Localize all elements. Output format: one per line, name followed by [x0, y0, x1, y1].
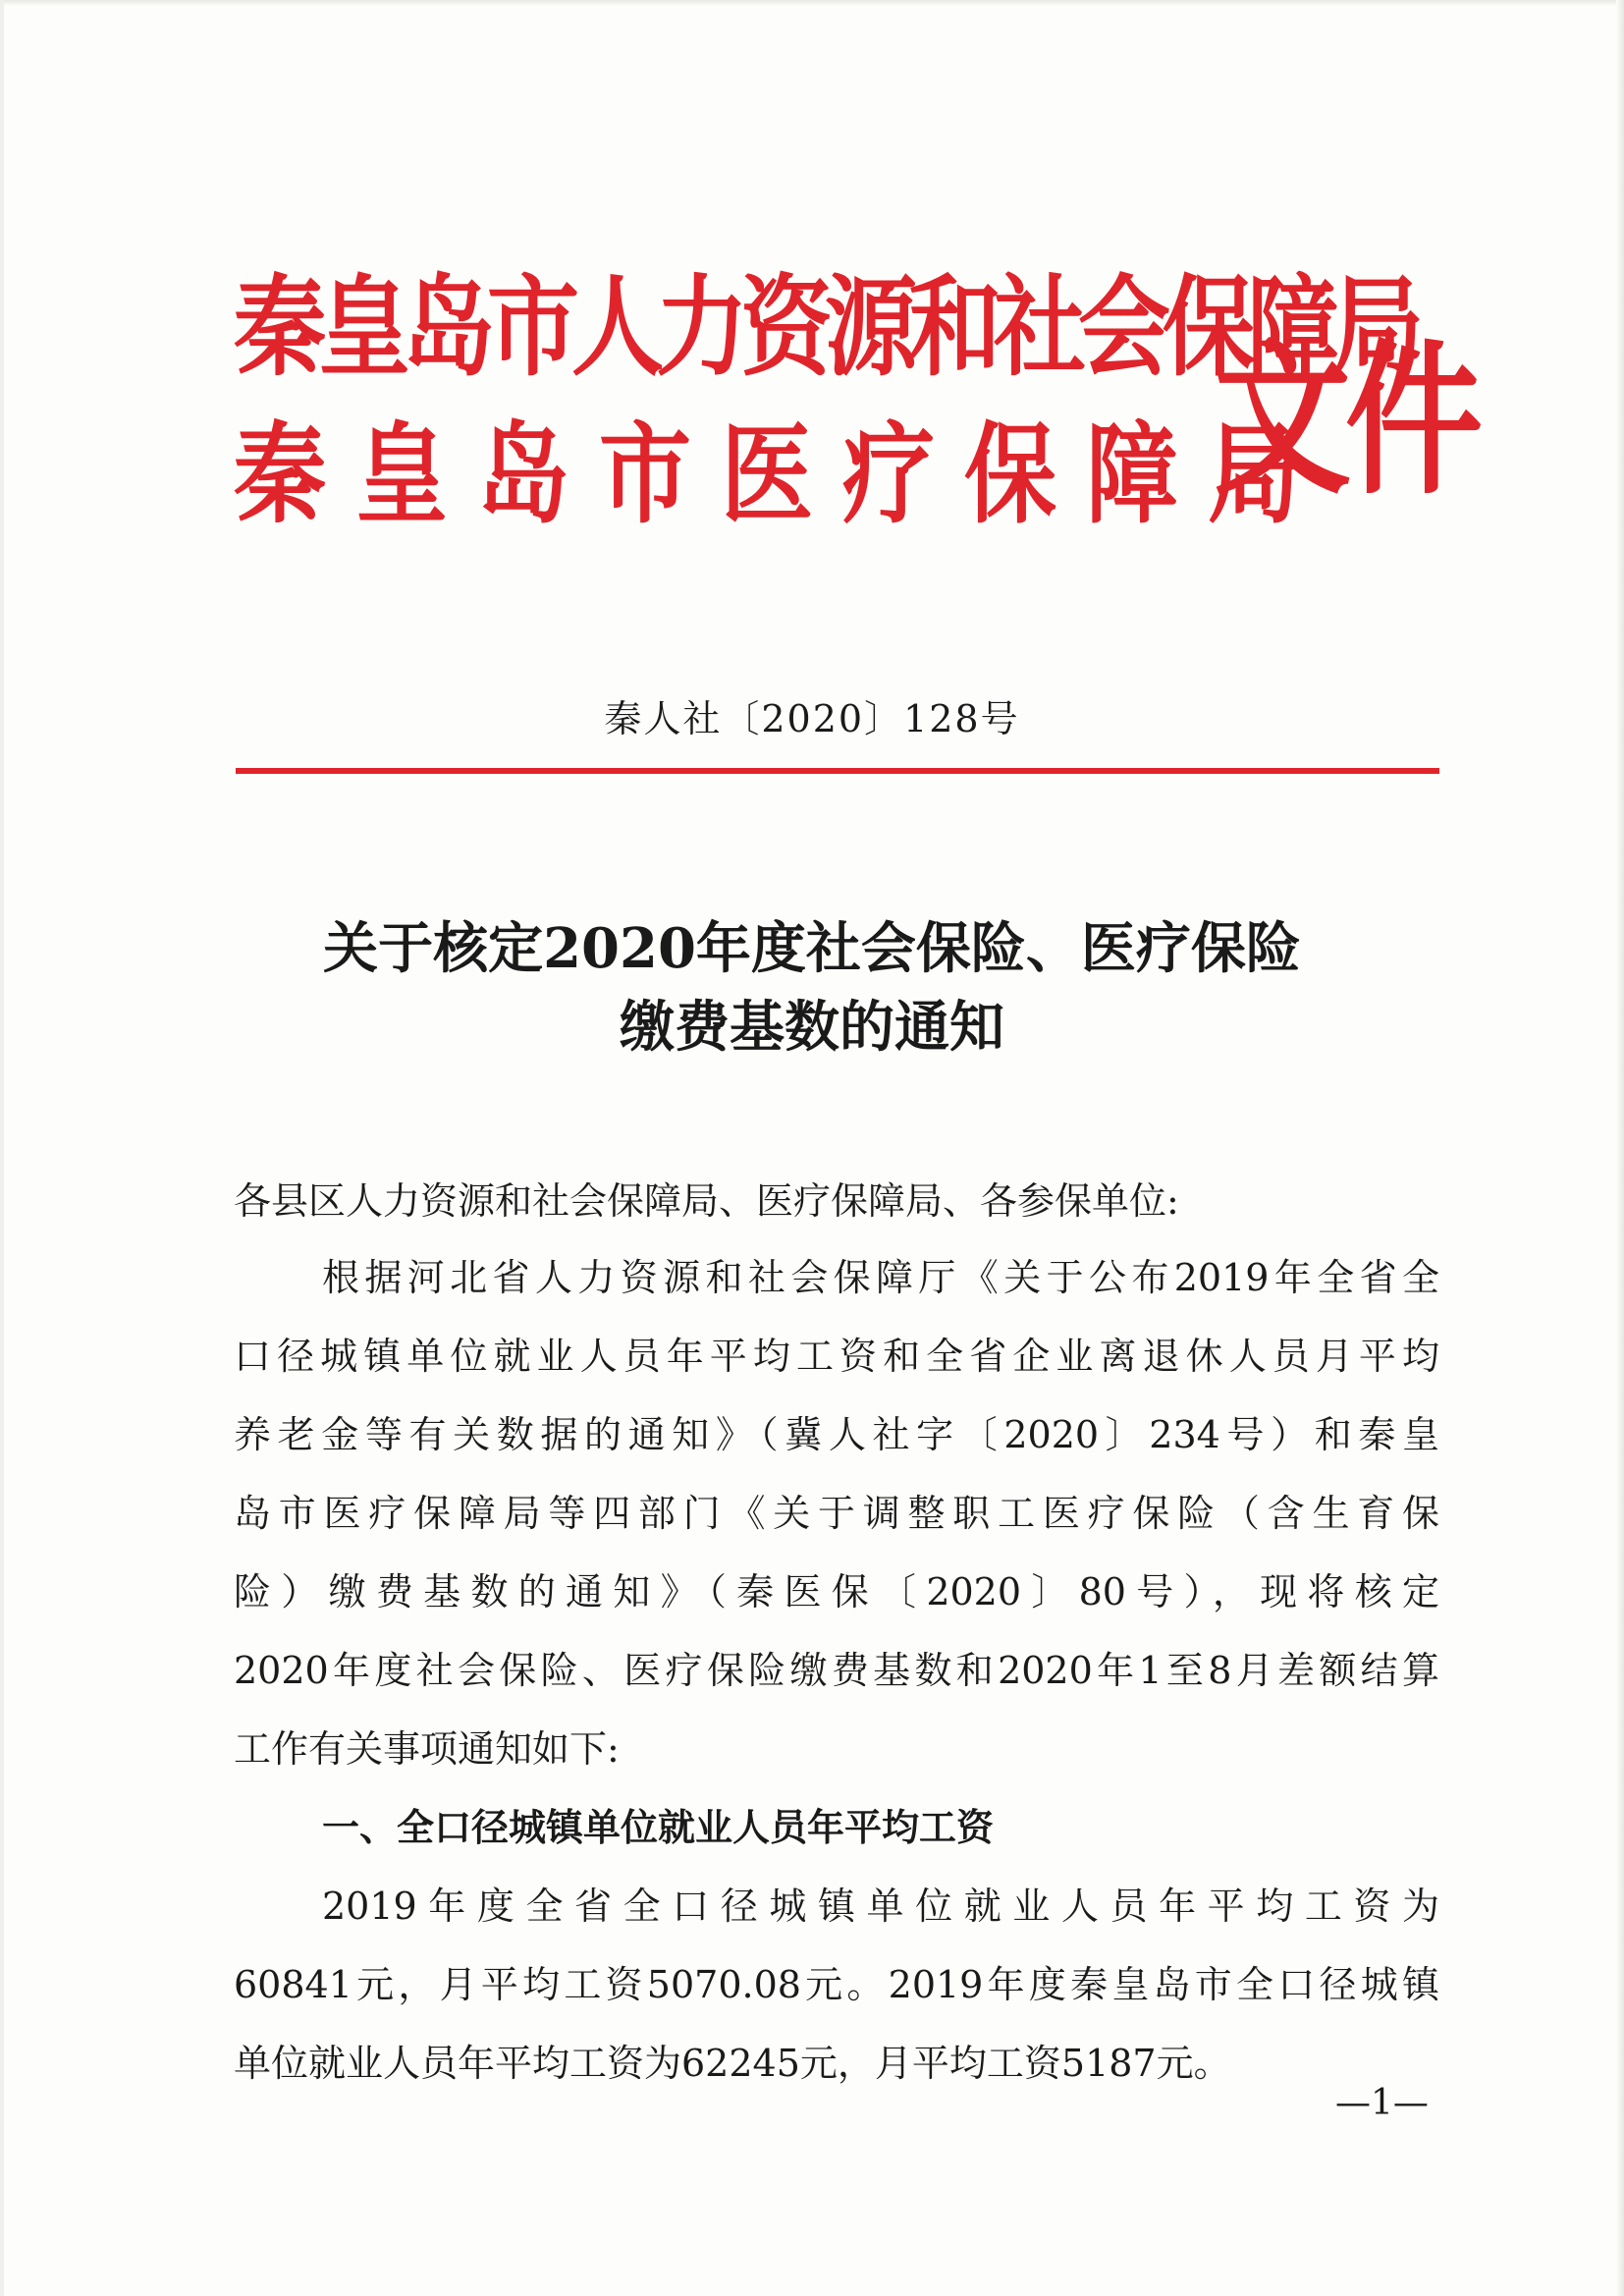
document-number: 秦人社〔2020〕128号: [604, 697, 1020, 740]
paragraph-1-line: 工作有关事项通知如下:: [234, 1727, 620, 1771]
issuer-line-2: 秦皇岛市医疗保障局: [234, 412, 1330, 539]
paragraph-1-line: 岛市医疗保障局等四部门《关于调整职工医疗保险（含生育保: [234, 1492, 1439, 1535]
document-type: 文件: [1214, 325, 1478, 519]
paragraph-1-line: 养老金等有关数据的通知》（冀人社字〔2020〕234号）和秦皇: [234, 1413, 1439, 1456]
red-header: [234, 265, 1478, 609]
paragraph-1-line: 险）缴费基数的通知》（秦医保〔2020〕80号），现将核定: [234, 1570, 1439, 1613]
paragraph-2-line: 单位就业人员年平均工资为62245元，月平均工资5187元。: [234, 2042, 1231, 2085]
section-1-heading: 一、全口径城镇单位就业人员年平均工资: [322, 1806, 995, 1849]
issuer-line-1: 秦皇岛市人力资源和社会保障局: [234, 265, 1417, 392]
scan-edge-right: [1616, 0, 1624, 2296]
paragraph-2-line: 2019年度全省全口径城镇单位就业人员年平均工资为: [322, 1885, 1439, 1928]
paragraph-1-line: 根据河北省人力资源和社会保障厅《关于公布2019年全省全: [322, 1256, 1439, 1299]
paragraph-2-line: 60841元，月平均工资5070.08元。2019年度秦皇岛市全口径城镇: [234, 1963, 1439, 2006]
addressee: 各县区人力资源和社会保障局、医疗保障局、各参保单位:: [234, 1179, 1179, 1223]
title-line-1: 关于核定2020年度社会保险、医疗保险: [323, 916, 1301, 981]
red-divider: [236, 768, 1439, 774]
page-number: —1—: [1335, 2083, 1429, 2123]
scan-edge-left: [0, 0, 4, 2296]
title-line-2: 缴费基数的通知: [620, 995, 1004, 1060]
paragraph-1-line: 2020年度社会保险、医疗保险缴费基数和2020年1至8月差额结算: [234, 1649, 1439, 1692]
paragraph-1-line: 口径城镇单位就业人员年平均工资和全省企业离退休人员月平均: [234, 1335, 1439, 1378]
scan-edge-top: [0, 0, 1624, 6]
